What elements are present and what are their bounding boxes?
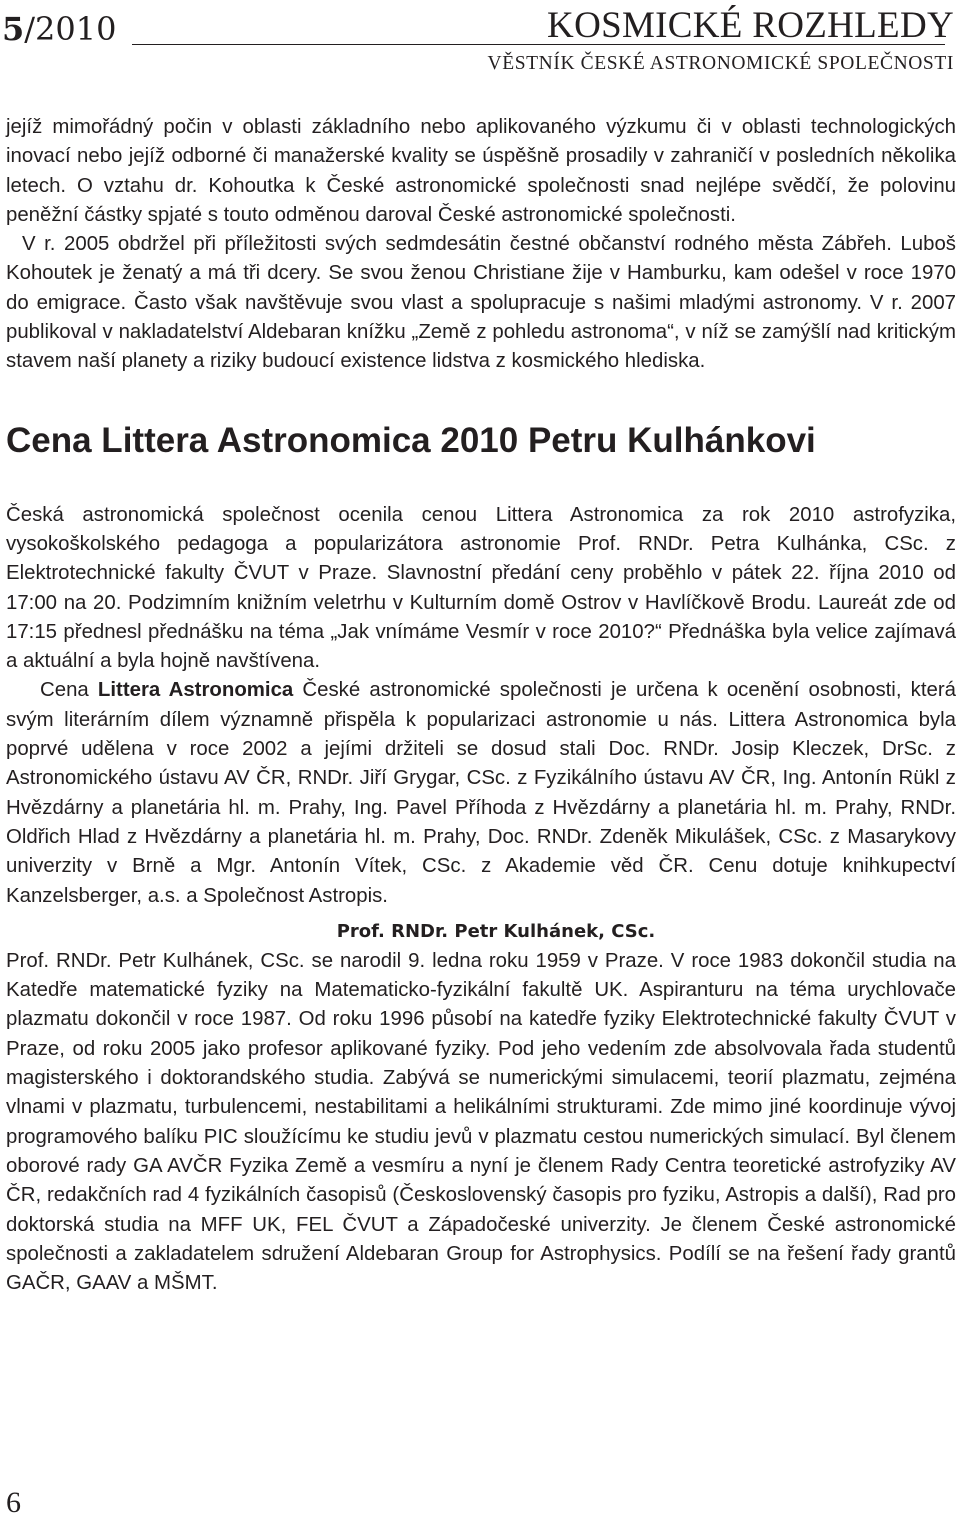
issue-year: /2010 — [24, 10, 117, 48]
prize-lead: Cena — [40, 679, 89, 702]
section-heading: Cena Littera Astronomica 2010 Petru Kulhánkovi — [6, 420, 816, 460]
bio-paragraph: Prof. RNDr. Petr Kulhánek, CSc. se narodil 9. ledna roku 1959 v Praze. V roce 1983 dokončil studia na Katedře matematické fyziky na Matematicko-fyzikální fakultě UK. Aspiranturu na téma urychlovače plazmatu dokončil v roce 1987. Od roku 1996 působí na katedře fyziky Elektrotechnické fakulty ČVUT v Praze, od roku 2005 jako profesor aplikované fyziky. Pod jeho vedením zde absolvovala řada studentů magisterského i doktorandského studia. Zabývá se numerickými simulacemi, teorií plazmatu, zejména vlnami v plazmatu, turbulencemi, nestabilitami a helikálními strukturami. Zde mimo jiné koordinuje vývoj programového balíku PIC sloužícímu ke studiu jevů v plazmatu cestou numerických simulací. Byl členem oborové rady GA AVČR Fyzika Země a vesmíru a nyní je členem Rady Centra teoretické astrofyziky AV ČR, redakčních rad 4 fyzikálních časopisů (Československý časopis pro fyziku, Astropis a další), Rad pro doktorská studia na MFF UK, FEL ČVUT a Západočeské univerzity. Je členem České astronomické společnosti a zakladatelem sdružení Aldebaran Group for Astrophysics. Podílí se na řešení řady grantů GAČR, GAAV a MŠMT. — [6, 949, 956, 1295]
page-number: 6 — [6, 1486, 21, 1519]
intro-paragraph-1: jejíž mimořádný počin v oblasti základního nebo aplikovaného výzkumu či v oblasti technologických inovací nebo jejíž odborné či manažerské kvality se úspěšně prosadily v zahraničí v posledních několika letech. O vztahu dr. Kohoutka k České astronomické společnosti snad nejlépe svědčí, že polovinu peněžní částky spjaté s touto odměnou daroval České astronomické společnosti. — [6, 116, 956, 226]
magazine-title: KOSMICKÉ ROZHLEDY — [547, 5, 954, 46]
issue-label — [2, 10, 116, 48]
intro-paragraph-2: V r. 2005 obdržel při příležitosti svých sedmdesátin čestné občanství rodného města Zábřeh. Luboš Kohoutek je ženatý a má tři dcery. Se svou ženou Christiane žije v Hamburku, kam odešel v roce 1970 do emigrace. Často však navštěvuje svou vlast a spolupracuje s našimi mladými astronomy. V r. 2007 publikoval v nakladatelství Aldebaran knížku „Země z pohledu astronoma“, v níž se zamýšlí nad kritickým stavem naší planety a riziky budoucí existence lidstva z kosmického hlediska. — [6, 233, 956, 373]
issue-number: 5 — [2, 10, 25, 48]
article-body — [6, 113, 956, 1298]
prize-name: Littera Astronomica — [97, 679, 294, 702]
bio-title: Prof. RNDr. Petr Kulhánek, CSc. — [336, 920, 656, 942]
prize-description: České astronomické společnosti je určena k ocenění osobnosti, která svým literárním dílem významně přispěla k popularizaci astronomie u nás. Littera Astronomica byla poprvé udělena v roce 2002 a jejími držiteli se dosud stali Doc. RNDr. Josip Kleczek, DrSc. z Astronomického ústavu AV ČR, RNDr. Jiří Grygar, CSc. z Fyzikálního ústavu AV ČR, Ing. Antonín Rükl z Hvězdárny a planetária hl. m. Prahy, Ing. Pavel Příhoda z Hvězdárny a planetária hl. m. Prahy, RNDr. Oldřich Hlad z Hvězdárny a planetária hl. m. Prahy, Doc. RNDr. Zdeněk Mikulášek, CSc. z Masarykovy univerzity v Brně a Mgr. Antonín Vítek, CSc. z Akademie věd ČR. Cenu dotuje knihkupectví Kanzelsberger, a.s. a Společnost Astropis. — [6, 679, 956, 907]
magazine-subtitle: VĚSTNÍK ČESKÉ ASTRONOMICKÉ SPOLEČNOSTI — [487, 53, 954, 74]
masthead — [0, 0, 960, 88]
award-paragraph: Česká astronomická společnost ocenila cenou Littera Astronomica za rok 2010 astrofyzika, vysokoškolského pedagoga a popularizátora astronomie Prof. RNDr. Petra Kulhánka, CSc. z Elektrotechnické fakulty ČVUT v Praze. Slavnostní předání ceny proběhlo v pátek 22. října 2010 od 17:00 na 20. Podzimním knižním veletrhu v Kulturním domě Ostrov v Havlíčkově Brodu. Laureát zde od 17:15 přednesl přednášku na téma „Jak vnímáme Vesmír v roce 2010?“ Přednáška byla velice zajímavá a aktuální a byla hojně navštívena. — [6, 503, 956, 673]
prize-paragraph — [6, 676, 956, 910]
